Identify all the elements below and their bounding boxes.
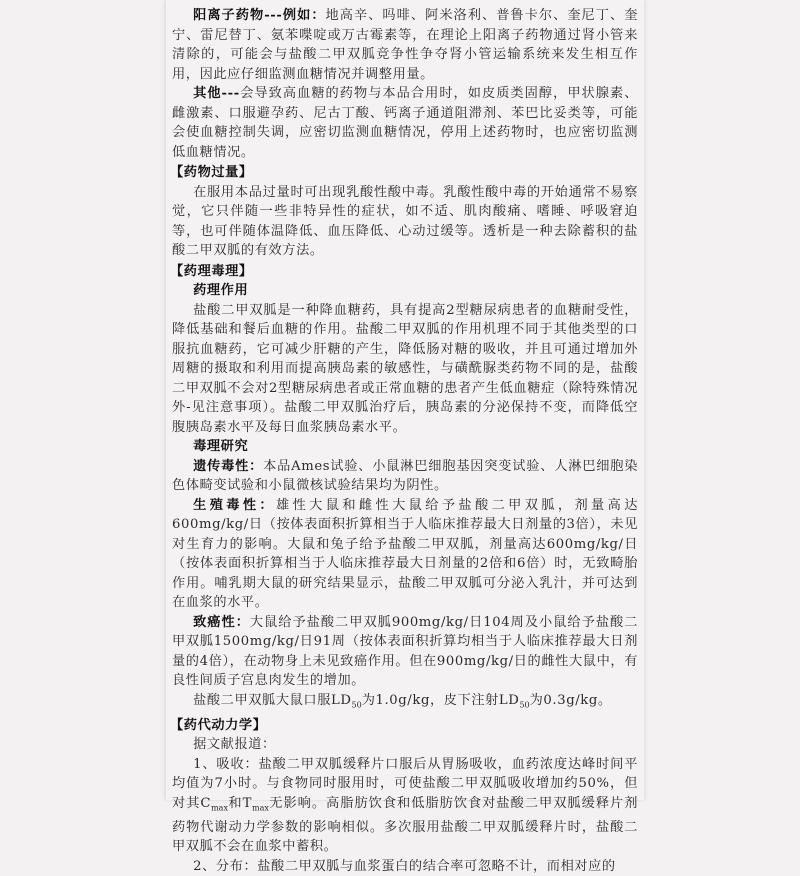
- paragraph-overdose: 在服用本品过量时可出现乳酸性酸中毒。乳酸性酸中毒的开始通常不易察觉，它只伴随一些非特异性的症状，如不适、肌肉酸痛、嗜睡、呼吸窘迫等，也可伴随体温降低、血压降低、心动过缓等。透析是一种去除蓄积的盐酸二甲双胍的有效方法。: [172, 184, 638, 258]
- absorption-text-a: 1、吸收：盐酸二甲双胍缓释片口服后从胃肠吸收，血药浓度达峰时间平均值为7小时。与食物同时服用时，可使盐酸二甲双胍吸收增加约50%，但对其C: [172, 756, 638, 811]
- ld50-subscript-sc: 50: [519, 700, 530, 710]
- subsection-pharmacology-action: 药理作用: [193, 283, 249, 298]
- genotoxicity-text: 本品Ames试验、小鼠淋巴细胞基因突变试验、人淋巴细胞染色体畸变试验和小鼠微核试验结果均为阴性。: [172, 458, 638, 493]
- paragraph-cationic-drugs: [172, 6, 638, 84]
- absorption-text-c: 无影响。高脂肪饮食和低脂肪饮食对盐酸二甲双胍缓释片剂药物代谢动力学参数的影响相似。多次服用盐酸二甲双胍缓释片时，盐酸二甲双胍不会在血浆中蓄积。: [172, 795, 639, 855]
- absorption-text-b: 和T: [227, 795, 252, 811]
- leaflet-text: [172, 6, 638, 876]
- genotoxicity-label: 遗传毒性：: [193, 458, 264, 474]
- reproductive-toxicity-label: 生殖毒性：: [193, 497, 277, 513]
- paragraph-carcinogenicity: [172, 613, 638, 691]
- carcinogenicity-label: 致癌性：: [193, 614, 250, 630]
- ld50-text-a: 盐酸二甲双胍大鼠口服LD: [193, 692, 352, 708]
- paragraph-genotoxicity: [172, 457, 638, 496]
- other-drugs-text: 会导致高血糖的药物与本品合用时，如皮质类固醇，甲状腺素、雌激素、口服避孕药、尼古丁酸、钙离子通道阻滞剂、苯巴比妥类等，可能会使血糖控制失调，应密切监测血糖情况，停用上述药物时，也应密切监测低血糖情况。: [172, 86, 638, 160]
- ld50-subscript-oral: 50: [351, 700, 362, 710]
- tmax-subscript: max: [251, 803, 269, 813]
- reproductive-toxicity-text: 雄性大鼠和雌性大鼠给予盐酸二甲双胍，剂量高达600mg/kg/日（按体表面积折算相当于人临床推荐最大日剂量的3倍），未见对生育力的影响。大鼠和兔子给予盐酸二甲双胍，剂量高达600mg/kg/日（按体表面积折算相当于人临床推荐最大日剂量的2倍和6倍）时，无致畸胎作用。哺乳期大鼠的研究结果显示，盐酸二甲双胍可分泌入乳汁，并可达到在血浆的水平。: [172, 497, 638, 610]
- paragraph-literature-note: 据文献报道：: [193, 737, 276, 753]
- cationic-drugs-text: 地高辛、吗啡、阿米洛利、普鲁卡尔、奎尼丁、奎宁、雷尼替丁、氨苯喋啶或万古霉素等，在理论上阳离子药物通过肾小管来清除的，可能会与盐酸二甲双胍竞争性争夺肾小管运输系统来发生相互作用，因此应仔细监测血糖情况并调整用量。: [172, 8, 638, 82]
- other-drugs-heading: 其他---: [193, 86, 240, 101]
- leaflet-page: [166, 0, 644, 874]
- paragraph-ld50: [172, 691, 638, 715]
- paragraph-reproductive-toxicity: [172, 496, 638, 613]
- paragraph-other-drugs: [172, 84, 638, 162]
- paragraph-pharmacology-action: 盐酸二甲双胍是一种降血糖药，具有提高2型糖尿病患者的血糖耐受性，降低基础和餐后血糖的作用。盐酸二甲双胍的作用机理不同于其他类型的口服抗血糖药，它可减少肝糖的产生，降低肠对糖的吸收，并且可通过增加外周糖的摄取和利用而提高胰岛素的敏感性，与磺酰脲类药物不同的是，盐酸二甲双胍不会对2型糖尿病患者或正常血糖的患者产生低血糖症（除特殊情况外-见注意事项）。盐酸二甲双胍治疗后，胰岛素的分泌保持不变，而降低空腹胰岛素水平及每日血浆胰岛素水平。: [172, 302, 638, 435]
- ld50-text-c: 为0.3g/kg。: [529, 692, 612, 708]
- paragraph-absorption: [172, 755, 638, 857]
- section-pharmacokinetics-heading: 【药代动力学】: [170, 717, 267, 733]
- carcinogenicity-text: 大鼠给予盐酸二甲双胍900mg/kg/日104周及小鼠给予盐酸二甲双胍1500mg/kg/日91周（按体表面积折算均相当于人临床推荐最大日剂量的4倍），在动物身上未见致癌作用。但在900mg/kg/日的雌性大鼠中，有良性间质子宫息肉发生的增加。: [172, 614, 638, 688]
- ld50-text-b: 为1.0g/kg，皮下注射LD: [361, 692, 520, 708]
- cmax-subscript: max: [211, 803, 228, 813]
- cationic-drugs-heading: 阳离子药物---例如：: [193, 8, 326, 23]
- paragraph-distribution: 2、分布：盐酸二甲双胍与血浆蛋白的结合率可忽略不计，而相对应的: [193, 858, 616, 874]
- section-overdose-heading: 【药物过量】: [170, 165, 253, 180]
- section-pharmacology-heading: 【药理毒理】: [170, 263, 253, 279]
- subsection-toxicology: 毒理研究: [193, 439, 249, 454]
